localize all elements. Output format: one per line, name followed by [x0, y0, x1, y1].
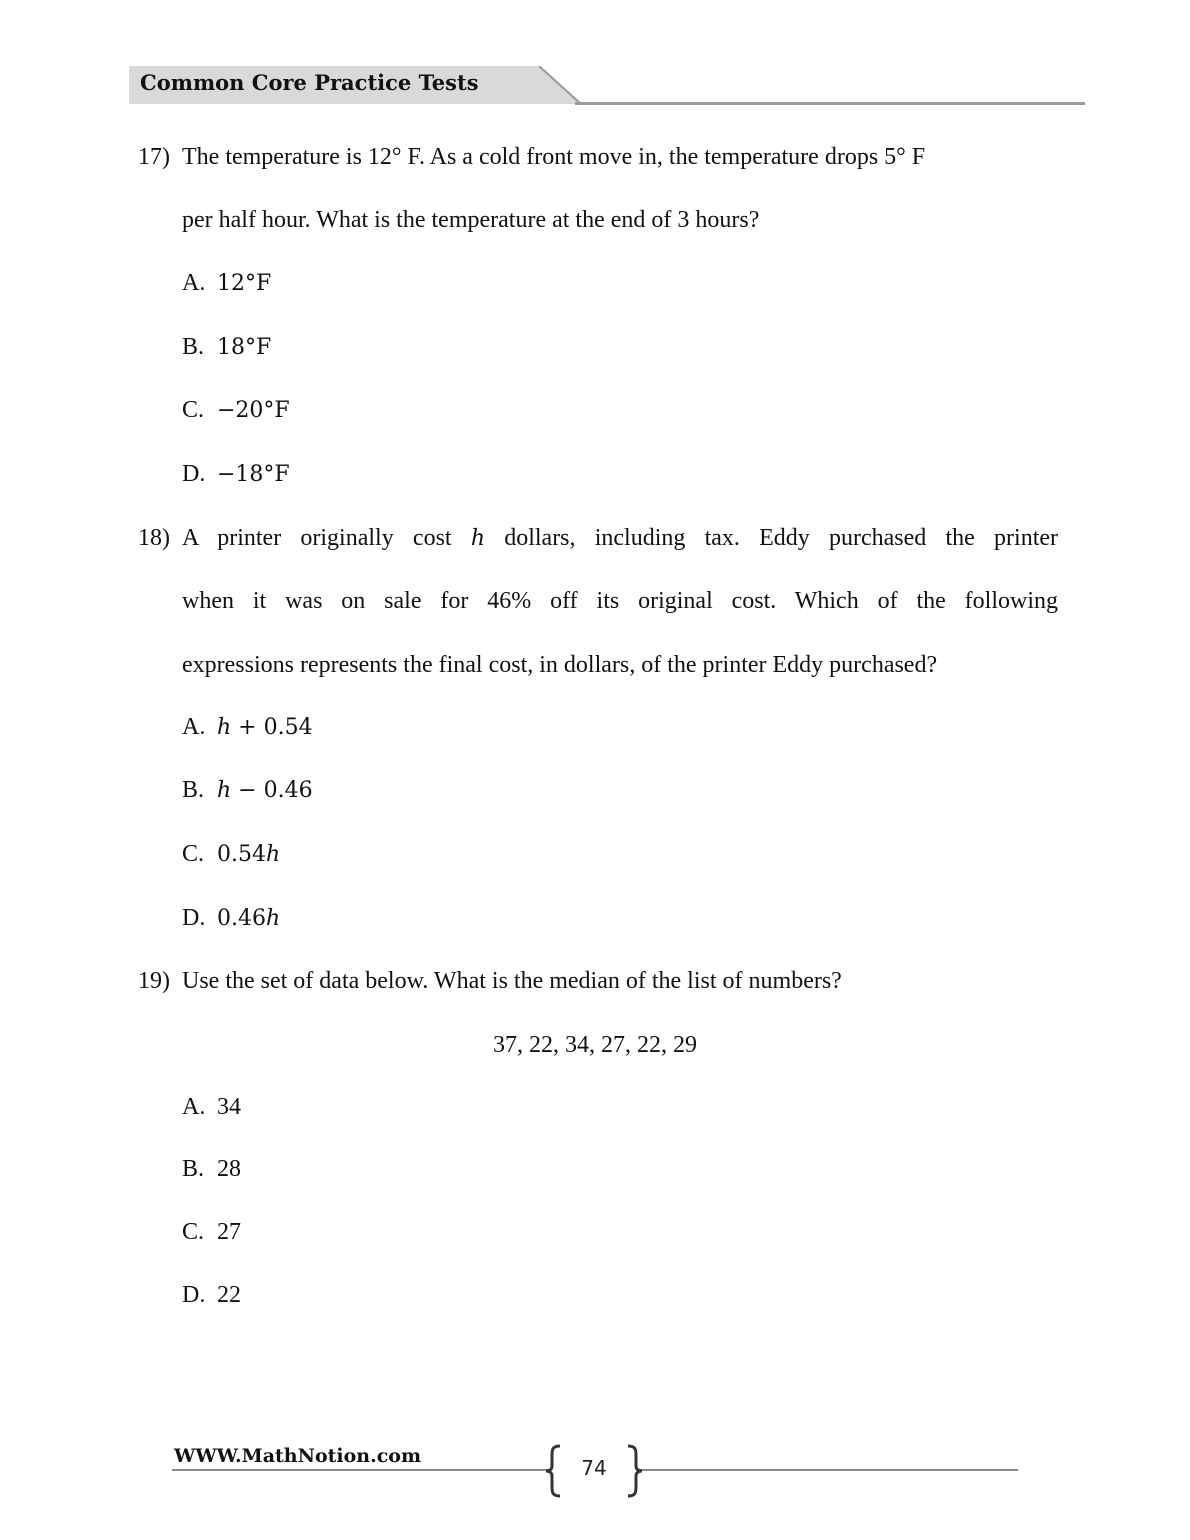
option-text: 28: [217, 1156, 241, 1182]
option-letter: C.: [182, 1219, 205, 1245]
option-letter: A.: [182, 714, 206, 740]
question-text-line: [182, 523, 1058, 554]
option-text: −20°F: [217, 398, 290, 423]
footer-rule-right: [640, 1469, 1018, 1471]
option-18-a[interactable]: [182, 712, 313, 743]
option-17-b[interactable]: [182, 332, 271, 363]
question-number: 18): [138, 525, 170, 551]
option-19-d[interactable]: [182, 1280, 241, 1310]
option-text: 0.46: [217, 906, 266, 931]
question-number: 19): [138, 968, 170, 994]
option-18-b[interactable]: [182, 775, 313, 806]
option-19-c[interactable]: [182, 1217, 241, 1247]
option-letter: A.: [182, 270, 206, 296]
question-text-part: dollars, including tax. Eddy purchased the printer: [504, 525, 1059, 551]
question-text-line: per half hour. What is the temperature at the end of 3 hours?: [182, 207, 760, 233]
variable-h: h: [217, 778, 232, 803]
variable-h: h: [217, 715, 232, 740]
question-text-part: A printer originally cost: [182, 525, 452, 551]
option-text: 0.54: [217, 842, 266, 867]
option-letter: D.: [182, 1282, 206, 1308]
option-text: 34: [217, 1094, 241, 1120]
option-19-a[interactable]: [182, 1092, 241, 1122]
option-letter: C.: [182, 841, 205, 867]
option-text: 18°F: [217, 335, 272, 360]
option-text: 27: [217, 1219, 241, 1245]
option-text: 22: [217, 1282, 241, 1308]
option-letter: B.: [182, 334, 205, 360]
option-19-b[interactable]: [182, 1154, 241, 1184]
page-number: 74: [581, 1456, 607, 1480]
question-number: 17): [138, 144, 170, 170]
option-18-c[interactable]: [182, 839, 280, 870]
question-text-line: The temperature is 12° F. As a cold front move in, the temperature drops 5° F: [182, 144, 926, 170]
header-rule: [575, 102, 1085, 106]
option-17-d[interactable]: [182, 459, 290, 490]
option-17-a[interactable]: [182, 268, 271, 299]
option-letter: D.: [182, 905, 206, 931]
question-text-line: when it was on sale for 46% off its original cost. Which of the following: [182, 588, 1058, 614]
question-text-line: expressions represents the final cost, in dollars, of the printer Eddy purchased?: [182, 652, 938, 678]
option-17-c[interactable]: [182, 395, 290, 426]
option-letter: D.: [182, 461, 206, 487]
header-title: Common Core Practice Tests: [140, 70, 479, 95]
data-set: 37, 22, 34, 27, 22, 29: [493, 1032, 697, 1058]
variable-h: h: [470, 526, 485, 551]
variable-h: h: [265, 842, 281, 867]
option-letter: B.: [182, 1156, 205, 1182]
question-text-line: Use the set of data below. What is the median of the list of numbers?: [182, 968, 842, 994]
variable-h: h: [265, 906, 281, 931]
footer-rule-left: [172, 1469, 550, 1471]
footer-website: WWW.MathNotion.com: [174, 1445, 422, 1467]
option-letter: A.: [182, 1094, 206, 1120]
option-text: 12°F: [217, 271, 272, 296]
option-18-d[interactable]: [182, 903, 280, 934]
option-text: − 0.46: [231, 778, 313, 803]
option-letter: B.: [182, 777, 205, 803]
option-letter: C.: [182, 397, 205, 423]
option-text: −18°F: [217, 462, 290, 487]
option-text: + 0.54: [231, 715, 313, 740]
